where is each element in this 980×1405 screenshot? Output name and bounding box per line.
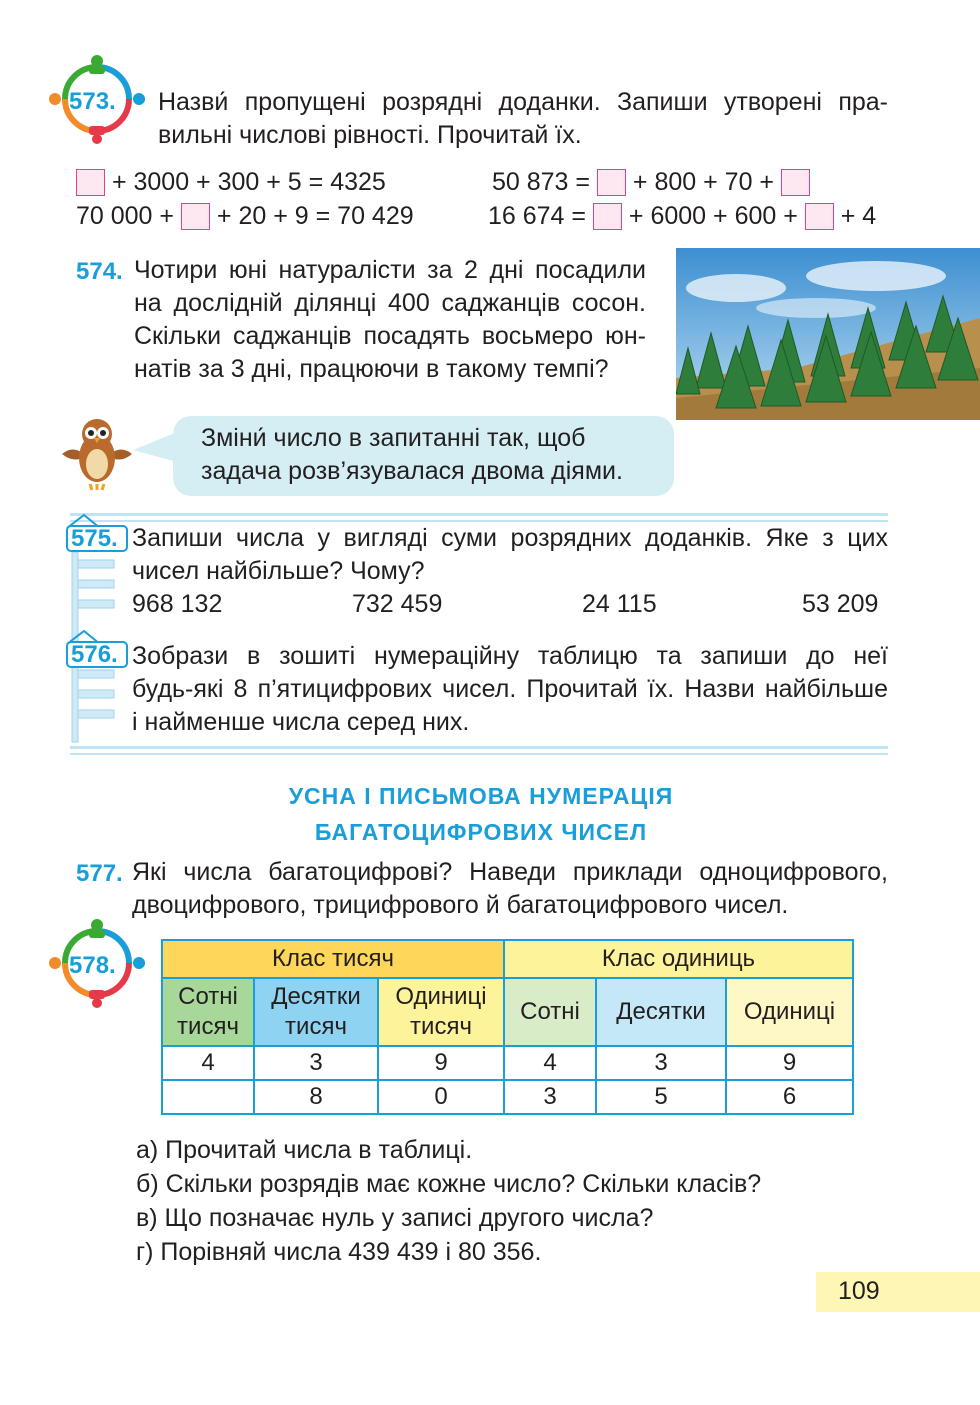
- table-cell: 5: [596, 1080, 726, 1114]
- text-line: Назви́ пропущені розрядні доданки. Запиши утворені пра-: [158, 88, 888, 116]
- question-list: [136, 1134, 761, 1270]
- text-line: Чотири юні натуралісти за 2 дні посадили: [134, 256, 646, 284]
- page-number-band: [816, 1272, 980, 1312]
- number-item: 732 459: [352, 590, 443, 618]
- table-cell: 3: [254, 1046, 378, 1080]
- text-line: двоцифрового, трицифрового й багатоцифрового чисел.: [132, 891, 789, 919]
- class-units-header: Клас одиниць: [504, 940, 853, 978]
- table-cell: 8: [254, 1080, 378, 1114]
- equation-text: 16 674 =: [488, 202, 587, 230]
- header-text: тисяч: [285, 1013, 347, 1040]
- numeration-table: [161, 939, 854, 1115]
- header-hundreds: Сотні: [504, 978, 596, 1046]
- divider: [70, 746, 888, 749]
- table-row: [162, 1046, 853, 1080]
- exercise-number: 576.: [71, 641, 118, 668]
- answer-box[interactable]: [597, 169, 626, 196]
- question-item: а) Прочитай числа в таблиці.: [136, 1136, 473, 1164]
- equation-text: + 3000 + 300 + 5 = 4325: [111, 168, 386, 196]
- header-units: Одиниці: [726, 978, 853, 1046]
- table-cell: 3: [596, 1046, 726, 1080]
- answer-box[interactable]: [781, 169, 810, 196]
- text-line: Зобрази в зошиті нумераційну таблицю та запиши до неї: [132, 642, 888, 670]
- text-line: на дослідній ділянці 400 саджанців сосон.: [134, 289, 646, 317]
- equation-3: [76, 200, 414, 233]
- equation-text: 70 000 +: [76, 202, 175, 230]
- table-cell: 9: [378, 1046, 504, 1080]
- exercise-573-text: [158, 86, 888, 152]
- homework-badge-575: [64, 512, 130, 552]
- exercise-badge-573: [47, 54, 147, 144]
- text-line: Запиши числа у вигляді суми розрядних доданків. Яке з цих: [132, 524, 888, 552]
- text-line: вильні числові рівності. Прочитай їх.: [158, 121, 582, 149]
- equation-2: [492, 166, 810, 199]
- exercise-number: 575.: [71, 525, 118, 552]
- exercise-575-text: [132, 522, 888, 588]
- owl-icon: [52, 414, 142, 494]
- bubble-tail: [133, 432, 177, 462]
- homework-badge-576: [64, 628, 130, 668]
- exercise-574-text: [134, 254, 646, 386]
- equation-1: [76, 166, 386, 199]
- pine-seedlings-illustration: [676, 248, 980, 420]
- question-item: г) Порівняй числа 439 439 і 80 356.: [136, 1238, 542, 1266]
- divider: [70, 513, 888, 516]
- answer-box[interactable]: [76, 169, 105, 196]
- text-line: чисел найбільше? Чому?: [132, 557, 425, 585]
- table-cell: 6: [726, 1080, 853, 1114]
- answer-box[interactable]: [181, 203, 210, 230]
- class-thousands-header: Клас тисяч: [162, 940, 504, 978]
- table-cell: 4: [162, 1046, 254, 1080]
- section-title-line: УСНА І ПИСЬМОВА НУМЕРАЦІЯ: [288, 783, 674, 809]
- table-cell: [162, 1080, 254, 1114]
- page-number: 109: [838, 1277, 880, 1305]
- text-line: Зміни́ число в запитанні так, щоб: [201, 424, 586, 452]
- section-title: [0, 778, 962, 850]
- table-row: [162, 1080, 853, 1114]
- exercise-number: 573.: [69, 88, 116, 115]
- text-line: будь-які 8 п’ятицифрових чисел. Прочитай їх. Назви найбільше: [132, 675, 888, 703]
- text-line: Які числа багатоцифрові? Наведи приклади одноцифрового,: [132, 858, 888, 886]
- header-text: Одиниці: [395, 983, 487, 1010]
- header-text: Сотні: [178, 983, 238, 1010]
- header-text: тисяч: [177, 1013, 239, 1040]
- header-text: тисяч: [410, 1013, 472, 1040]
- equation-4: [488, 200, 876, 233]
- equation-text: + 4: [840, 202, 877, 230]
- question-item: в) Що позначає нуль у записі другого числа?: [136, 1204, 654, 1232]
- table-class-row: [162, 940, 853, 978]
- equation-text: 50 873 =: [492, 168, 591, 196]
- header-text: Десятки: [271, 983, 361, 1010]
- equation-text: + 800 + 70 +: [632, 168, 775, 196]
- exercise-577-text: [132, 856, 888, 922]
- text-line: і найменше числа серед них.: [132, 708, 470, 736]
- answer-box[interactable]: [805, 203, 834, 230]
- exercise-number: 578.: [69, 952, 116, 979]
- header-tens-thousands: [254, 978, 378, 1046]
- answer-box[interactable]: [593, 203, 622, 230]
- equation-text: + 20 + 9 = 70 429: [216, 202, 414, 230]
- question-item: б) Скільки розрядів має кожне число? Скільки класів?: [136, 1170, 762, 1198]
- table-cell: 3: [504, 1080, 596, 1114]
- table-cell: 4: [504, 1046, 596, 1080]
- number-item: 24 115: [582, 590, 657, 618]
- table-header-row: [162, 978, 853, 1046]
- number-item: 968 132: [132, 590, 223, 618]
- number-item: 53 209: [802, 590, 879, 618]
- exercise-number: 577.: [76, 860, 123, 887]
- text-line: натів за 3 дні, працюючи в такому темпі?: [134, 355, 609, 383]
- header-hundreds-thousands: [162, 978, 254, 1046]
- table-cell: 9: [726, 1046, 853, 1080]
- divider: [70, 753, 888, 755]
- table-cell: 0: [378, 1080, 504, 1114]
- header-tens: Десятки: [596, 978, 726, 1046]
- equation-text: + 6000 + 600 +: [628, 202, 798, 230]
- hint-bubble: [173, 416, 674, 496]
- hint-text: [201, 422, 623, 488]
- header-units-thousands: [378, 978, 504, 1046]
- exercise-number: 574.: [76, 258, 123, 285]
- text-line: задача розв’язувалася двома діями.: [201, 457, 623, 485]
- exercise-badge-578: [47, 918, 147, 1008]
- section-title-line: БАГАТОЦИФРОВИХ ЧИСЕЛ: [314, 819, 648, 845]
- exercise-576-text: [132, 640, 888, 739]
- text-line: Скільки саджанців посадять восьмеро юн-: [134, 322, 646, 350]
